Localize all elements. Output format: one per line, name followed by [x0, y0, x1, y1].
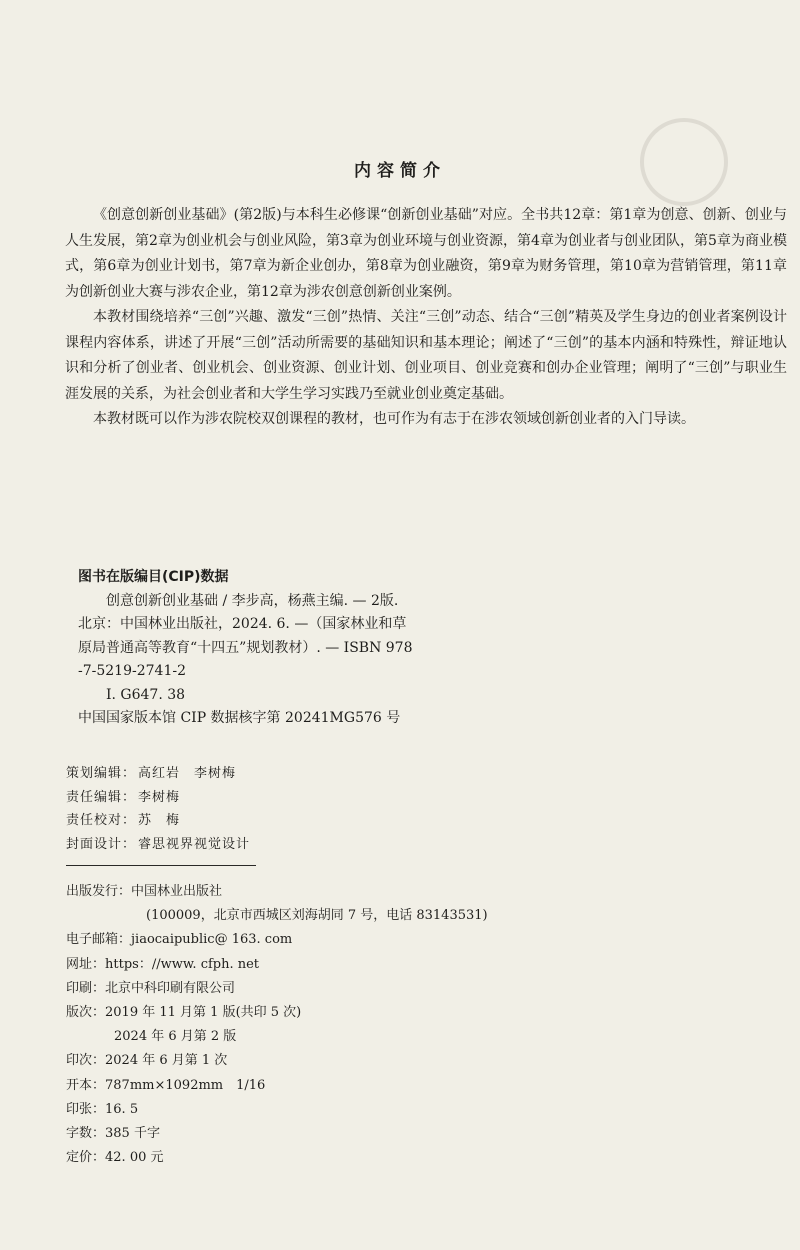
staff-value: 李树梅 — [138, 789, 181, 805]
cip-line-2: 北京：中国林业出版社，2024. 6. —（国家林业和草 — [78, 616, 407, 632]
pub-label: 印次： — [66, 1053, 106, 1069]
pub-row-impression — [66, 1049, 626, 1073]
pub-value: 北京中科印刷有限公司 — [105, 980, 236, 996]
pub-row-price — [66, 1146, 626, 1170]
summary-text — [65, 203, 787, 433]
cip-block — [78, 566, 518, 731]
staff-row-planning — [66, 762, 466, 786]
staff-row-proof — [66, 809, 466, 833]
staff-label: 责任校对： — [66, 813, 137, 828]
pub-value: 2019 年 11 月第 1 版(共印 5 次) — [105, 1005, 302, 1021]
staff-row-editor — [66, 786, 466, 810]
summary-paragraph-1: 《创意创新创业基础》(第2版)与本科生必修课“创新创业基础”对应。全书共12章：第1章为创意、创新、创业与人生发展，第2章为创业机会与创业风险，第3章为创业环境与创业资源，第4章为创业者与创业团队，第5章为商业模式，第6章为创业计划书，第7章为新企业创办，第8章为创业融资，第9章为财务管理，第10章为营销管理，第11章为创新创业大赛与涉农企业，第12章为涉农创意创新创业案例。 — [65, 207, 787, 300]
pub-value: (100009，北京市西城区刘海胡同 7 号，电话 83143531) — [146, 908, 488, 924]
pub-row-sheets — [66, 1098, 626, 1122]
pub-value: https：//www. cfph. net — [105, 956, 260, 972]
cip-line-6: 中国国家版本馆 CIP 数据核字第 20241MG576 号 — [78, 710, 401, 726]
cip-line-4: -7-5219-2741-2 — [78, 663, 186, 679]
pub-row-print — [66, 977, 626, 1001]
cip-line-1: 创意创新创业基础 / 李步高，杨燕主编. — 2版. — [106, 592, 399, 609]
cip-heading: 图书在版编目(CIP)数据 — [78, 569, 229, 585]
pub-label: 出版发行： — [66, 884, 132, 899]
pub-row-edition — [66, 1001, 626, 1025]
pub-row-edition-2 — [66, 1025, 626, 1049]
pub-value: 中国林业出版社 — [131, 884, 223, 899]
cip-line-5: Ⅰ. G647. 38 — [106, 686, 186, 703]
pub-row-words — [66, 1122, 626, 1146]
pub-value: jiaocaipublic@ 163. com — [131, 932, 293, 948]
pub-label: 字数： — [66, 1126, 106, 1142]
staff-label: 封面设计： — [66, 836, 137, 852]
pub-value: 2024 年 6 月第 2 版 — [114, 1029, 237, 1045]
pub-value: 385 千字 — [105, 1126, 160, 1142]
pub-row-format — [66, 1074, 626, 1098]
staff-label: 策划编辑： — [66, 766, 137, 781]
publication-info — [66, 880, 626, 1170]
pub-row-web — [66, 953, 626, 977]
pub-row-address — [66, 904, 626, 928]
pub-label: 版次： — [66, 1005, 106, 1021]
pub-label: 印刷： — [66, 980, 106, 996]
summary-paragraph-2: 本教材围绕培养“三创”兴趣、激发“三创”热情、关注“三创”动态、结合“三创”精英及学生身边的创业者案例设计课程内容体系，讲述了开展“三创”活动所需要的基础知识和基本理论；阐述了“三创”的基本内涵和特殊性，辩证地认识和分析了创业者、创业机会、创业资源、创业计划、创业项目、创业竞赛和创办企业管理；阐明了“三创”与职业生涯发展的关系，为社会创业者和大学生学习实践乃至就业创业奠定基础。 — [65, 309, 787, 402]
pub-row-publisher — [66, 880, 626, 904]
pub-label: 印张： — [66, 1101, 106, 1117]
cip-line-3: 原局普通高等教育“十四五”规划教材）. — ISBN 978 — [78, 639, 413, 656]
staff-row-cover — [66, 833, 466, 857]
staff-label: 责任编辑： — [66, 789, 137, 805]
pub-label: 网址： — [66, 956, 106, 972]
pub-label: 电子邮箱： — [66, 932, 132, 948]
pub-value: 2024 年 6 月第 1 次 — [105, 1053, 228, 1069]
pub-label: 定价： — [66, 1150, 106, 1166]
staff-value: 睿思视界视觉设计 — [138, 836, 251, 852]
summary-paragraph-3: 本教材既可以作为涉农院校双创课程的教材，也可作为有志于在涉农领域创新创业者的入门导读。 — [93, 411, 695, 427]
staff-value: 苏 梅 — [138, 813, 181, 828]
pub-value: 42. 00 元 — [105, 1150, 164, 1166]
divider-rule — [66, 865, 256, 866]
pub-value: 16. 5 — [105, 1101, 139, 1117]
staff-credits — [66, 762, 466, 856]
pub-value: 787mm×1092mm 1/16 — [105, 1077, 266, 1093]
staff-value: 高红岩 李树梅 — [138, 766, 237, 781]
pub-row-email — [66, 928, 626, 952]
pub-label: 开本： — [66, 1077, 106, 1093]
summary-title: 内容简介 — [354, 161, 446, 181]
